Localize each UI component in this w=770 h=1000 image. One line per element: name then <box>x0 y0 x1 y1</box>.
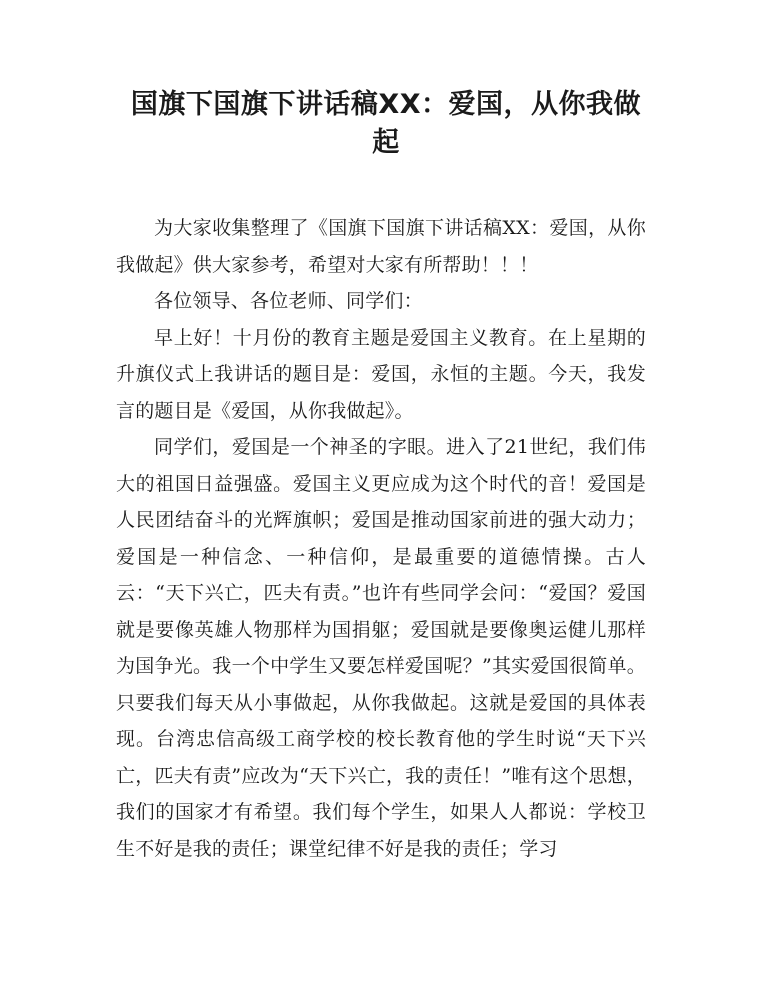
document-body <box>116 210 646 867</box>
opening-paragraph: 早上好！十月份的教育主题是爱国主义教育。在上星期的升旗仪式上我讲话的题目是：爱国，永恒的主题。今天，我发言的题目是《爱国，从你我做起》。 <box>116 326 646 422</box>
main-paragraph: 同学们，爱国是一个神圣的字眼。进入了21世纪，我们伟大的祖国日益强盛。爱国主义更应成为这个时代的音！爱国是人民团结奋斗的光辉旗帜；爱国是推动国家前进的强大动力；爱国是一种信念、一种信仰，是最重要的道德情操。古人云：“天下兴亡，匹夫有责。”也许有些同学会问：“爱国？爱国就是要像英雄人物那样为国捐躯；爱国就是要像奥运健儿那样为国争光。我一个中学生又要怎样爱国呢？”其实爱国很简单。只要我们每天从小事做起，从你我做起。这就是爱国的具体表现。台湾忠信高级工商学校的校长教育他的学生时说“天下兴亡，匹夫有责”应改为“天下兴亡，我的责任！”唯有这个思想，我们的国家才有希望。我们每个学生，如果人人都说：学校卫生不好是我的责任；课堂纪律不好是我的责任；学习 <box>116 436 646 860</box>
document-title: 国旗下国旗下讲话稿XX：爱国，从你我做起 <box>130 89 642 158</box>
greeting-paragraph: 各位领导、各位老师、同学们： <box>154 290 423 312</box>
intro-paragraph: 为大家收集整理了《国旗下国旗下讲话稿XX：爱国，从你我做起》供大家参考，希望对大家有所帮助！！！ <box>116 217 646 276</box>
